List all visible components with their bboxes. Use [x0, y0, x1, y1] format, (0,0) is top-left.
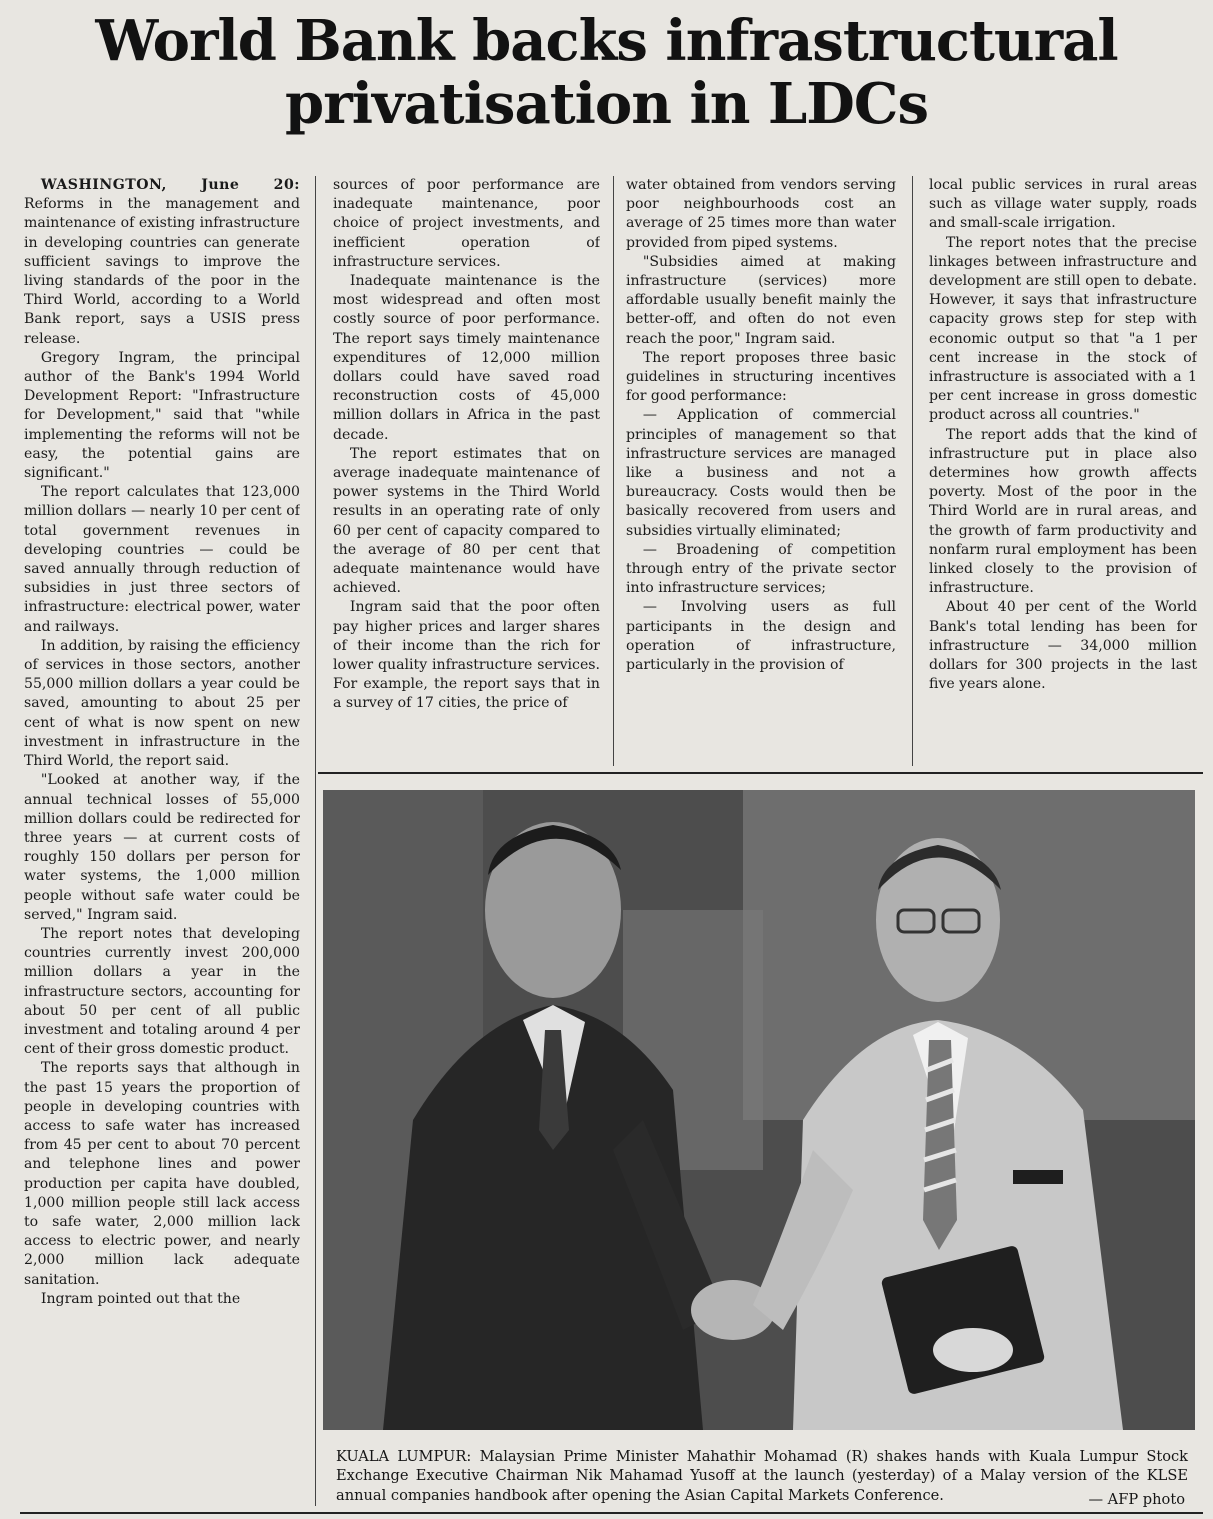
column-rule [613, 176, 614, 766]
paragraph: — Broadening of competition through entry of the private sector into infrastructure services; [626, 541, 896, 597]
paragraph: — Application of commercial principles of management so that infrastructure services are managed like a business and not a bureaucracy. Costs would then be basically recovered from users and subsidies virtually eliminated; [626, 407, 896, 539]
bottom-rule [20, 1512, 1203, 1514]
paragraph: — Involving users as full participants in the design and operation of infrastructure, particularly in the provision of [626, 599, 896, 674]
paragraph: In addition, by raising the efficiency of services in those sectors, another 55,000 million dollars a year could be saved, amounting to about 25 per cent of what is now spent on new investment in infrastructure in the Third World, the report said. [24, 637, 300, 770]
article-column-4 [929, 176, 1197, 766]
paragraph: About 40 per cent of the World Bank's total lending has been for infrastructure — 34,000 million dollars for 300 projects in the last five years alone. [929, 599, 1197, 693]
article-column-3 [626, 176, 896, 766]
paragraph: The report notes that the precise linkages between infrastructure and development are still open to debate. However, it says that infrastructure capacity grows step for step with economic output so that "a 1 per cent increase in the stock of infrastructure is associated with a 1 per cent increase in gross domestic product across all countries." [929, 234, 1197, 424]
paragraph: "Looked at another way, if the annual technical losses of 55,000 million dollars could be redirected for three years — at current costs of roughly 150 dollars per person for water systems, the 1,000 million people without safe water could be served," Ingram said. [24, 772, 300, 923]
paragraph: "Subsidies aimed at making infrastructure (services) more affordable usually benefit mainly the better-off, and often do not even reach the poor," Ingram said. [626, 253, 896, 347]
photo-top-rule [318, 772, 1203, 774]
paragraph: sources of poor performance are inadequate maintenance, poor choice of project investments, and inefficient operation of infrastructure services. [333, 177, 600, 270]
paragraph: Inadequate maintenance is the most widespread and often most costly source of poor performance. The report says timely maintenance expenditures of 12,000 million dollars could have saved road reconstruction costs of 45,000 million dollars in Africa in the past decade. [333, 273, 600, 443]
headline-line-2: privatisation in LDCs [285, 71, 928, 137]
paragraph: The report proposes three basic guidelines in structuring incentives for good performance: [626, 349, 896, 405]
paragraph: The report calculates that 123,000 million dollars — nearly 10 per cent of total government revenues in developing countries — could be saved annually through reduction of subsidies in just three sectors of infrastructure: electrical power, water and railways. [24, 484, 300, 635]
headline [20, 10, 1193, 136]
paragraph: The reports says that although in the past 15 years the proportion of people in developing countries with access to safe water has increased from 45 per cent to about 70 percent and telephone lines and power production per capita have doubled, 1,000 million people still lack access to safe water, 2,000 million lack access to electric power, and nearly 2,000 million lack adequate sanitation. [24, 1060, 300, 1288]
paragraph: The report notes that developing countries currently invest 200,000 million dollars a year in the infrastructure sectors, accounting for about 50 per cent of all public investment and totaling around 4 per cent of their gross domestic product. [24, 925, 300, 1058]
column-rule [912, 176, 913, 766]
paragraph: Ingram pointed out that the [40, 1290, 241, 1307]
dateline: WASHINGTON, June 20: [40, 177, 300, 193]
paragraph: The report adds that the kind of infrastructure put in place also determines how growth affects poverty. Most of the poor in the Third World are in rural areas, and the growth of farm productivity and nonfarm rural employment has been linked closely to the provision of infrastructure. [929, 426, 1197, 597]
paragraph: Gregory Ingram, the principal author of the Bank's 1994 World Development Report: "Infrastructure for Development," said that "while implementing the reforms will not be easy, the potential gains are significant." [24, 349, 300, 482]
article-column-1 [24, 176, 300, 1506]
photo-caption: KUALA LUMPUR: Malaysian Prime Minister Mahathir Mohamad (R) shakes hands with Kuala Lumpur Stock Exchange Executive Chairman Nik Mahamad Yusoff at the launch (yesterday) of a Malay version of the KLSE annual companies handbook after opening the Asian Capital Markets Conference. [336, 1447, 1188, 1504]
paragraph: The report estimates that on average inadequate maintenance of power systems in the Third World results in an operating rate of only 60 per cent of capacity compared to the average of 80 per cent that adequate maintenance would have achieved. [333, 445, 600, 597]
photo-illustration [323, 790, 1195, 1430]
paragraph: Ingram said that the poor often pay higher prices and larger shares of their income than the rich for lower quality infrastructure services. For example, the report says that in a survey of 17 cities, the price of [333, 599, 600, 712]
paragraph: water obtained from vendors serving poor neighbourhoods cost an average of 25 times more than water provided from piped systems. [626, 177, 896, 251]
paragraph: local public services in rural areas such as village water supply, roads and small-scale irrigation. [929, 177, 1197, 232]
column-rule [315, 176, 316, 1506]
news-photo [323, 790, 1195, 1430]
paragraph: WASHINGTON, June 20: Reforms in the management and maintenance of existing infrastructure in developing countries can generate sufficient savings to improve the living standards of the poor in the Third World, according to a World Bank report, says a USIS press release. [24, 177, 300, 347]
article-column-2 [333, 176, 600, 766]
headline-line-1: World Bank backs infrastructural [95, 8, 1118, 74]
photo-credit: — AFP photo [1088, 1491, 1185, 1508]
